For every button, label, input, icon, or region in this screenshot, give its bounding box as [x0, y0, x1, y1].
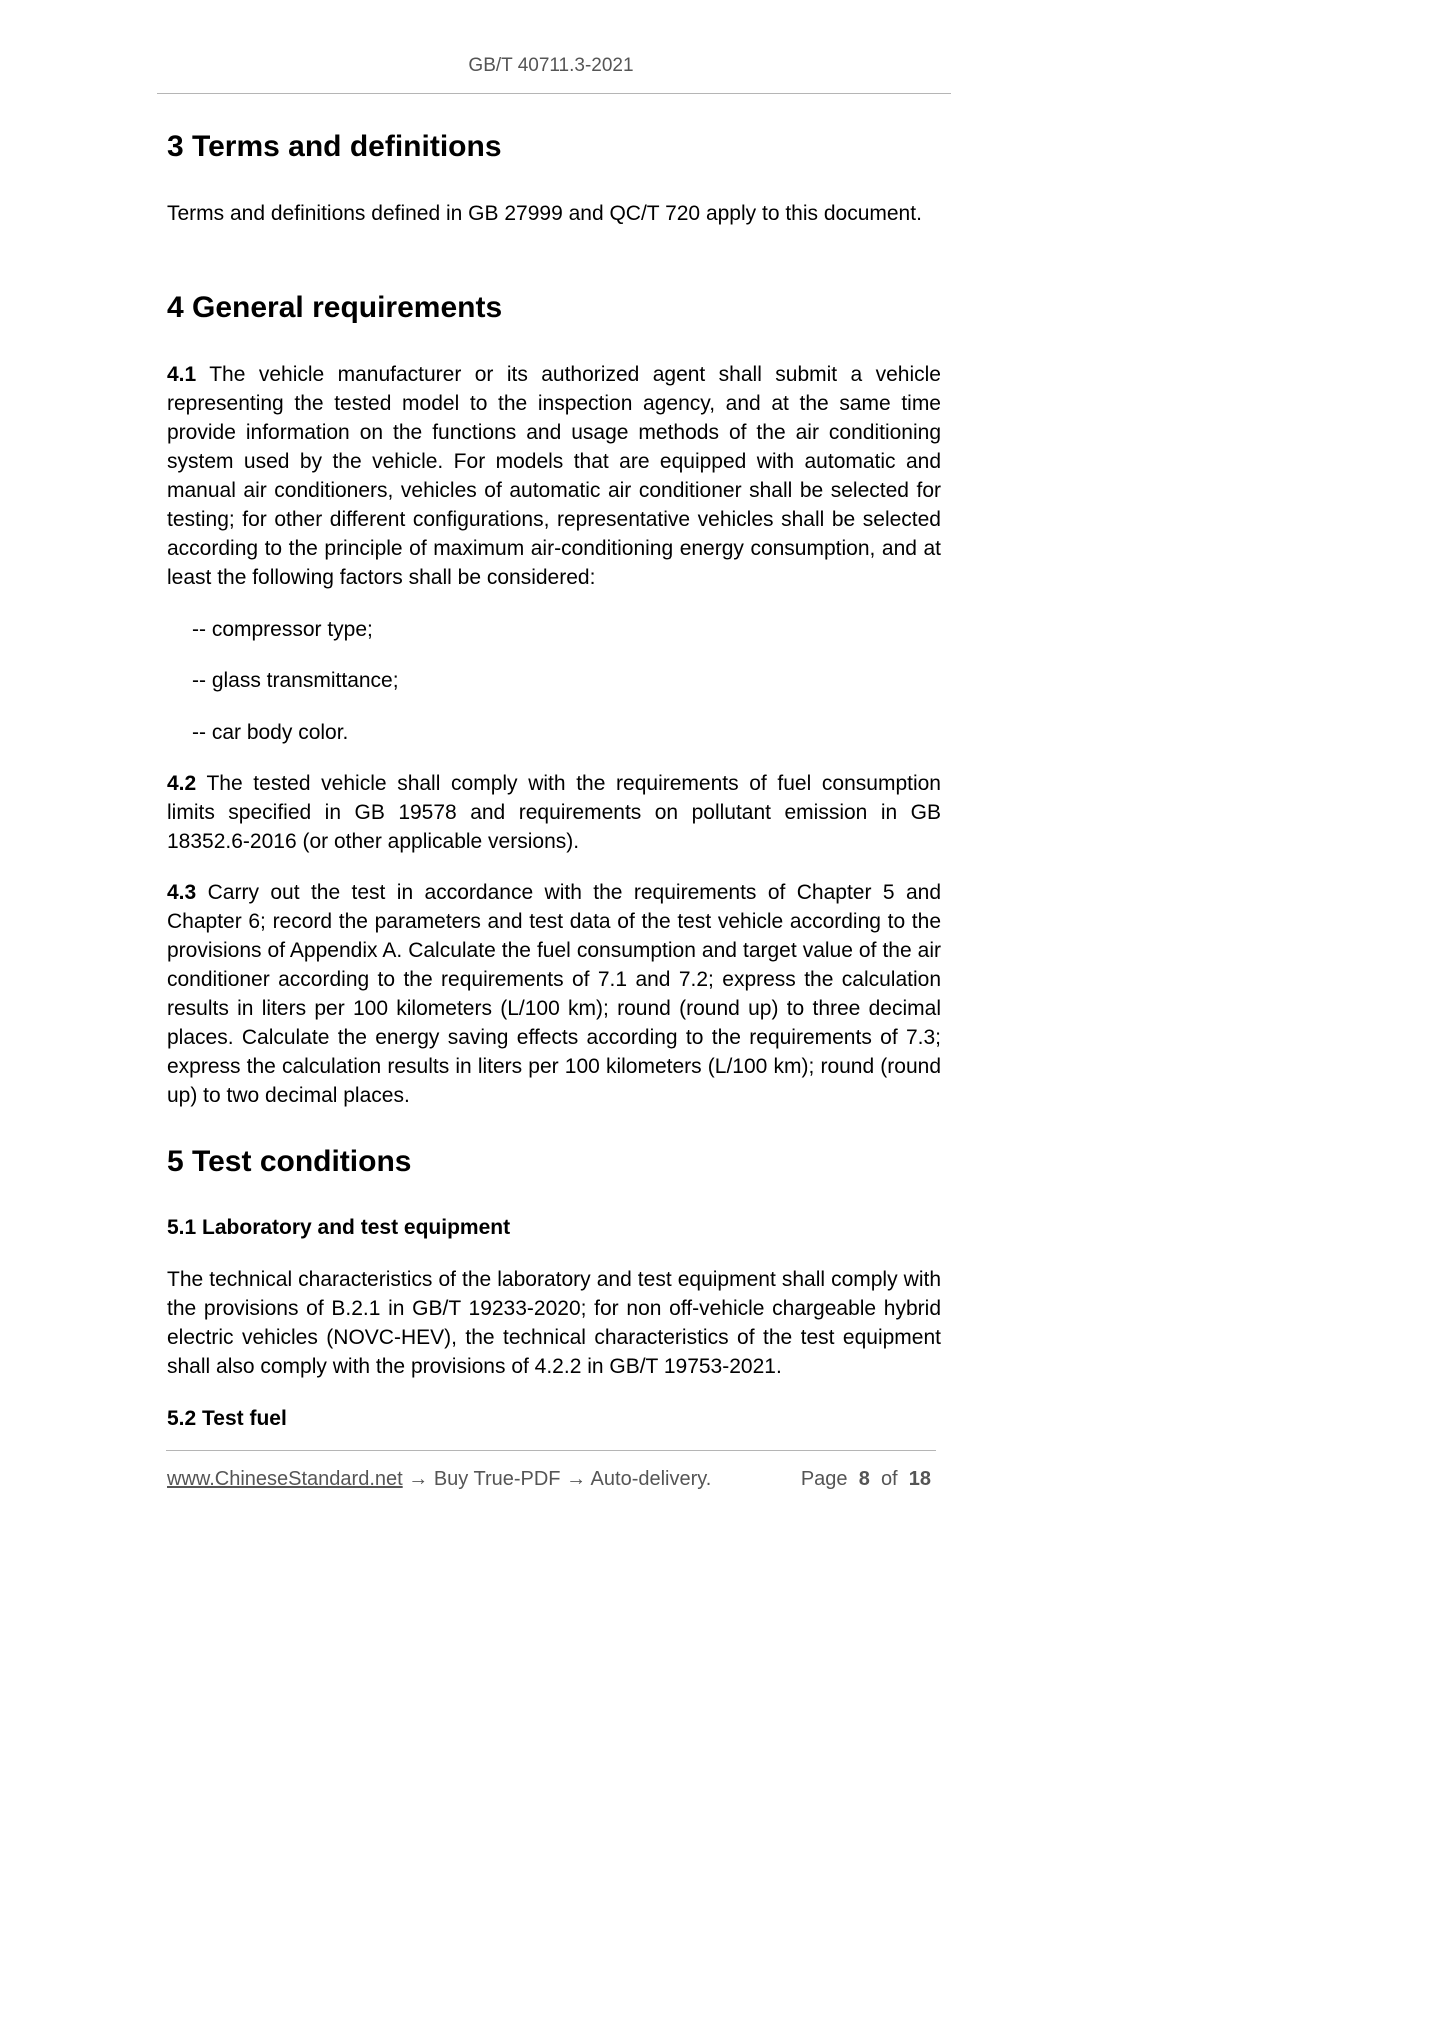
section-3-text: Terms and definitions defined in GB 27999 and QC/T 720 apply to this document. — [167, 202, 922, 225]
clause-number-4-1: 4.1 — [167, 363, 197, 386]
footer-promo — [167, 1465, 711, 1493]
page-footer — [167, 1465, 935, 1493]
of-label: of — [880, 1468, 898, 1490]
clause-number-4-2: 4.2 — [167, 772, 197, 795]
footer-divider — [166, 1450, 936, 1451]
section-5-1-heading: 5.1 Laboratory and test equipment — [167, 1216, 511, 1239]
paragraph-4-1 — [167, 360, 941, 592]
section-5-2-heading: 5.2 Test fuel — [167, 1407, 287, 1430]
page-indicator — [801, 1465, 931, 1493]
paragraph-4-3 — [167, 878, 941, 1110]
paragraph-4-2 — [167, 769, 941, 856]
buy-pdf-text: Buy True-PDF — [433, 1468, 561, 1490]
section-3-heading: 3 Terms and definitions — [167, 130, 502, 163]
page-number: 8 — [858, 1468, 870, 1490]
factor-compressor-type: -- compressor type; — [192, 618, 373, 641]
arrow-icon: → — [408, 1468, 429, 1490]
site-link[interactable]: www.ChineseStandard.net — [167, 1468, 403, 1490]
page-label: Page — [800, 1468, 848, 1490]
document-code: GB/T 40711.3-2021 — [468, 55, 634, 76]
arrow-icon: → — [566, 1468, 587, 1490]
page-total: 18 — [908, 1468, 931, 1490]
paragraph-4-3-text: Carry out the test in accordance with the requirements of Chapter 5 and Chapter 6; record the parameters and test data of the test vehicle according to the provisions of Appendix A. Calculate the fuel consumption and target value of the air conditioner according to the requirements of 7.1 and 7.2; express the calculation results in liters per 100 kilometers (L/100 km); round (round up) to three decimal places. Calculate the energy saving effects according to the requirements of 7.3; express the calculation results in liters per 100 kilometers (L/100 km); round (round up) to two decimal places. — [167, 881, 941, 1107]
clause-number-4-3: 4.3 — [167, 881, 197, 904]
header-divider — [157, 93, 951, 94]
section-5-1-text: The technical characteristics of the laboratory and test equipment shall comply with the provisions of B.2.1 in GB/T 19233-2020; for non off-vehicle chargeable hybrid electric vehicles (NOVC-HEV), the technical characteristics of the test equipment shall also comply with the provisions of 4.2.2 in GB/T 19753-2021. — [167, 1268, 941, 1378]
auto-delivery-text: Auto-delivery. — [590, 1468, 712, 1490]
factor-glass-transmittance: -- glass transmittance; — [192, 669, 399, 692]
section-5-heading: 5 Test conditions — [167, 1145, 412, 1178]
paragraph-4-1-text: The vehicle manufacturer or its authorized agent shall submit a vehicle representing the tested model to the inspection agency, and at the same time provide information on the functions and usage methods of the air conditioning system used by the vehicle. For models that are equipped with automatic and manual air conditioners, vehicles of automatic air conditioner shall be selected for testing; for other different configurations, representative vehicles shall be selected according to the principle of maximum air-conditioning energy consumption, and at least the following factors shall be considered: — [167, 363, 941, 589]
factor-car-body-color: -- car body color. — [192, 721, 349, 744]
section-4-heading: 4 General requirements — [167, 291, 503, 324]
paragraph-4-2-text: The tested vehicle shall comply with the requirements of fuel consumption limits specified in GB 19578 and requirements on pollutant emission in GB 18352.6-2016 (or other applicable versions). — [167, 772, 941, 853]
